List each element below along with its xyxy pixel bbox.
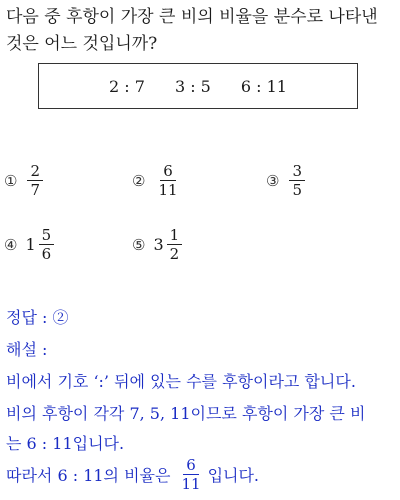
ratio-1: 2 : 7 <box>109 76 145 96</box>
answer-line: 정답 : ② <box>6 308 69 327</box>
option-5-whole: 3 <box>153 235 164 254</box>
option-2-numerator: 6 <box>160 162 176 181</box>
option-2-fraction <box>155 162 180 199</box>
explanation-heading: 해설 : <box>6 340 48 359</box>
option-4-denominator: 6 <box>41 245 52 263</box>
option-5[interactable] <box>132 226 184 263</box>
option-3[interactable] <box>266 162 307 199</box>
ratio-3: 6 : 11 <box>240 76 287 96</box>
explanation-line-3: 는 6 : 11입니다. <box>6 434 125 453</box>
option-1-numerator: 2 <box>27 162 43 181</box>
option-1-denominator: 7 <box>30 181 40 199</box>
option-3-numerator: 3 <box>289 162 305 181</box>
option-1-marker: ① <box>4 171 18 190</box>
explanation-line-4-suffix: 입니다. <box>207 466 260 485</box>
explanation-fraction-denominator: 11 <box>181 475 201 493</box>
option-2-marker: ② <box>132 171 146 190</box>
question-line-2: 것은 어느 것입니까? <box>6 34 158 54</box>
option-3-fraction <box>289 162 305 199</box>
option-3-marker: ③ <box>266 171 280 190</box>
option-5-marker: ⑤ <box>132 235 146 254</box>
option-1-fraction <box>27 162 43 199</box>
option-3-denominator: 5 <box>292 181 302 199</box>
option-5-numerator: 1 <box>167 226 183 245</box>
explanation-fraction <box>178 456 203 493</box>
question-text <box>6 4 396 58</box>
option-2[interactable] <box>132 162 183 199</box>
explanation-line-2: 비의 후항이 각각 7, 5, 11이므로 후항이 가장 큰 비 <box>6 404 366 423</box>
option-1[interactable] <box>4 162 45 199</box>
ratio-2: 3 : 5 <box>174 76 211 96</box>
option-2-denominator: 11 <box>158 181 178 199</box>
explanation-line-4 <box>6 456 398 493</box>
explanation-line-1: 비에서 기호 ‘:’ 뒤에 있는 수를 후항이라고 합니다. <box>6 372 356 391</box>
option-4-marker: ④ <box>4 235 18 254</box>
ratio-box <box>38 63 358 109</box>
option-4-numerator: 5 <box>39 226 55 245</box>
option-4-fraction <box>39 226 55 263</box>
option-4[interactable] <box>4 226 56 263</box>
option-5-fraction <box>167 226 183 263</box>
option-4-whole: 1 <box>25 235 36 254</box>
explanation-line-4-prefix: 따라서 6 : 11의 비율은 <box>6 466 171 485</box>
explanation-fraction-numerator: 6 <box>183 456 199 475</box>
question-line-1: 다음 중 후항이 가장 큰 비의 비율을 분수로 나타낸 <box>6 7 378 27</box>
option-5-denominator: 2 <box>169 245 180 263</box>
